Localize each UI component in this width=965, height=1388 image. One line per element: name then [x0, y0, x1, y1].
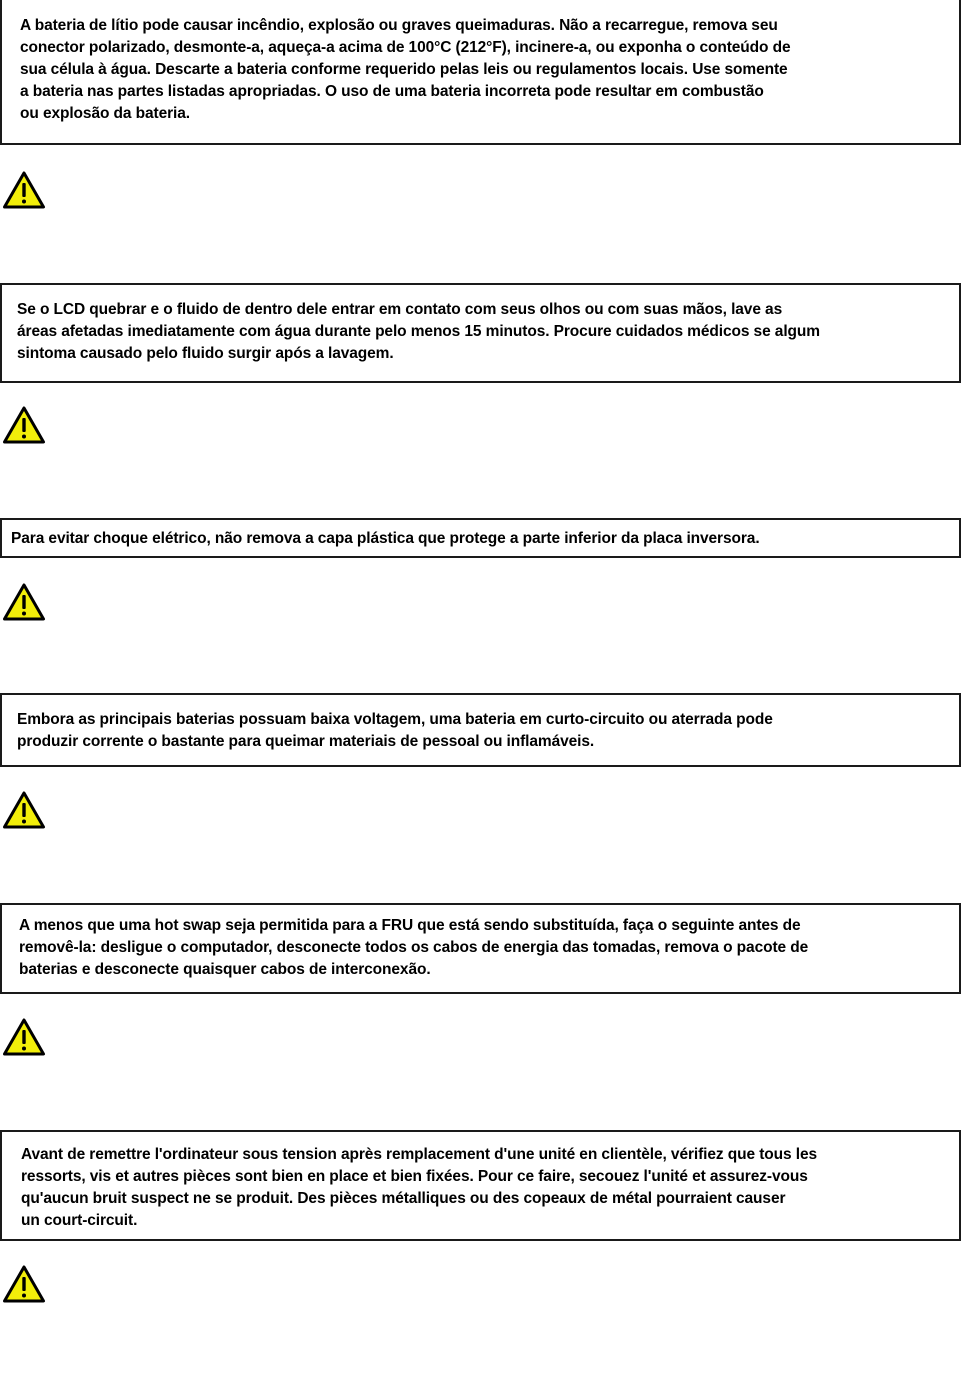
warning-triangle-icon	[2, 1264, 46, 1304]
short-circuit-warning-box	[0, 693, 961, 767]
hot-swap-warning-text: A menos que uma hot swap seja permitida para a FRU que está sendo substituída, faça o seguinte antes de removê-la: desligue o computador, desconecte todos os cabos de energia das tomadas, remova o pacote de baterias e desconecte quaisquer cabos de interconexão.	[19, 917, 809, 978]
short-circuit-warning-text: Embora as principais baterias possuam baixa voltagem, uma bateria em curto-circuito ou aterrada pode produzir corrente o bastante para queimar materiais de pessoal ou inflamáveis.	[17, 711, 773, 750]
warning-triangle-icon	[2, 582, 46, 622]
electric-shock-warning-box	[0, 518, 961, 558]
lithium-battery-warning-box	[0, 0, 961, 145]
electric-shock-warning-text: Para evitar choque elétrico, não remova a capa plástica que protege a parte inferior da placa inversora.	[11, 530, 760, 547]
fru-reassembly-warning-text: Avant de remettre l'ordinateur sous tension après remplacement d'une unité en clientèle, vérifiez que tous les ressorts, vis et autres pièces sont bien en place et bien fixées. Pour ce faire, secouez l'unité et assurez-vous qu'aucun bruit suspect ne se produit. Des pièces métalliques ou des copeaux de métal pourraient causer un court-circuit.	[21, 1146, 817, 1229]
warning-triangle-icon	[2, 790, 46, 830]
warning-triangle-icon	[2, 405, 46, 445]
lithium-battery-warning-text: A bateria de lítio pode causar incêndio, explosão ou graves queimaduras. Não a recarregue, remova seu conector polarizado, desmonte-a, aqueça-a acima de 100°C (212°F), incinere-a, ou exponha o conteúdo de sua célula à água. Descarte a bateria conforme requerido pelas leis ou regulamentos locais. Use somente a bateria nas partes listadas apropriadas. O uso de uma bateria incorreta pode resultar em combustão ou explosão da bateria.	[20, 17, 791, 122]
warning-triangle-icon	[2, 1017, 46, 1057]
fru-reassembly-warning-box	[0, 1130, 961, 1241]
lcd-fluid-warning-text: Se o LCD quebrar e o fluido de dentro dele entrar em contato com seus olhos ou com suas mãos, lave as áreas afetadas imediatamente com água durante pelo menos 15 minutos. Procure cuidados médicos se algum sintoma causado pelo fluido surgir após a lavagem.	[17, 301, 820, 362]
lcd-fluid-warning-box	[0, 283, 961, 383]
warning-triangle-icon	[2, 170, 46, 210]
hot-swap-warning-box	[0, 903, 961, 994]
